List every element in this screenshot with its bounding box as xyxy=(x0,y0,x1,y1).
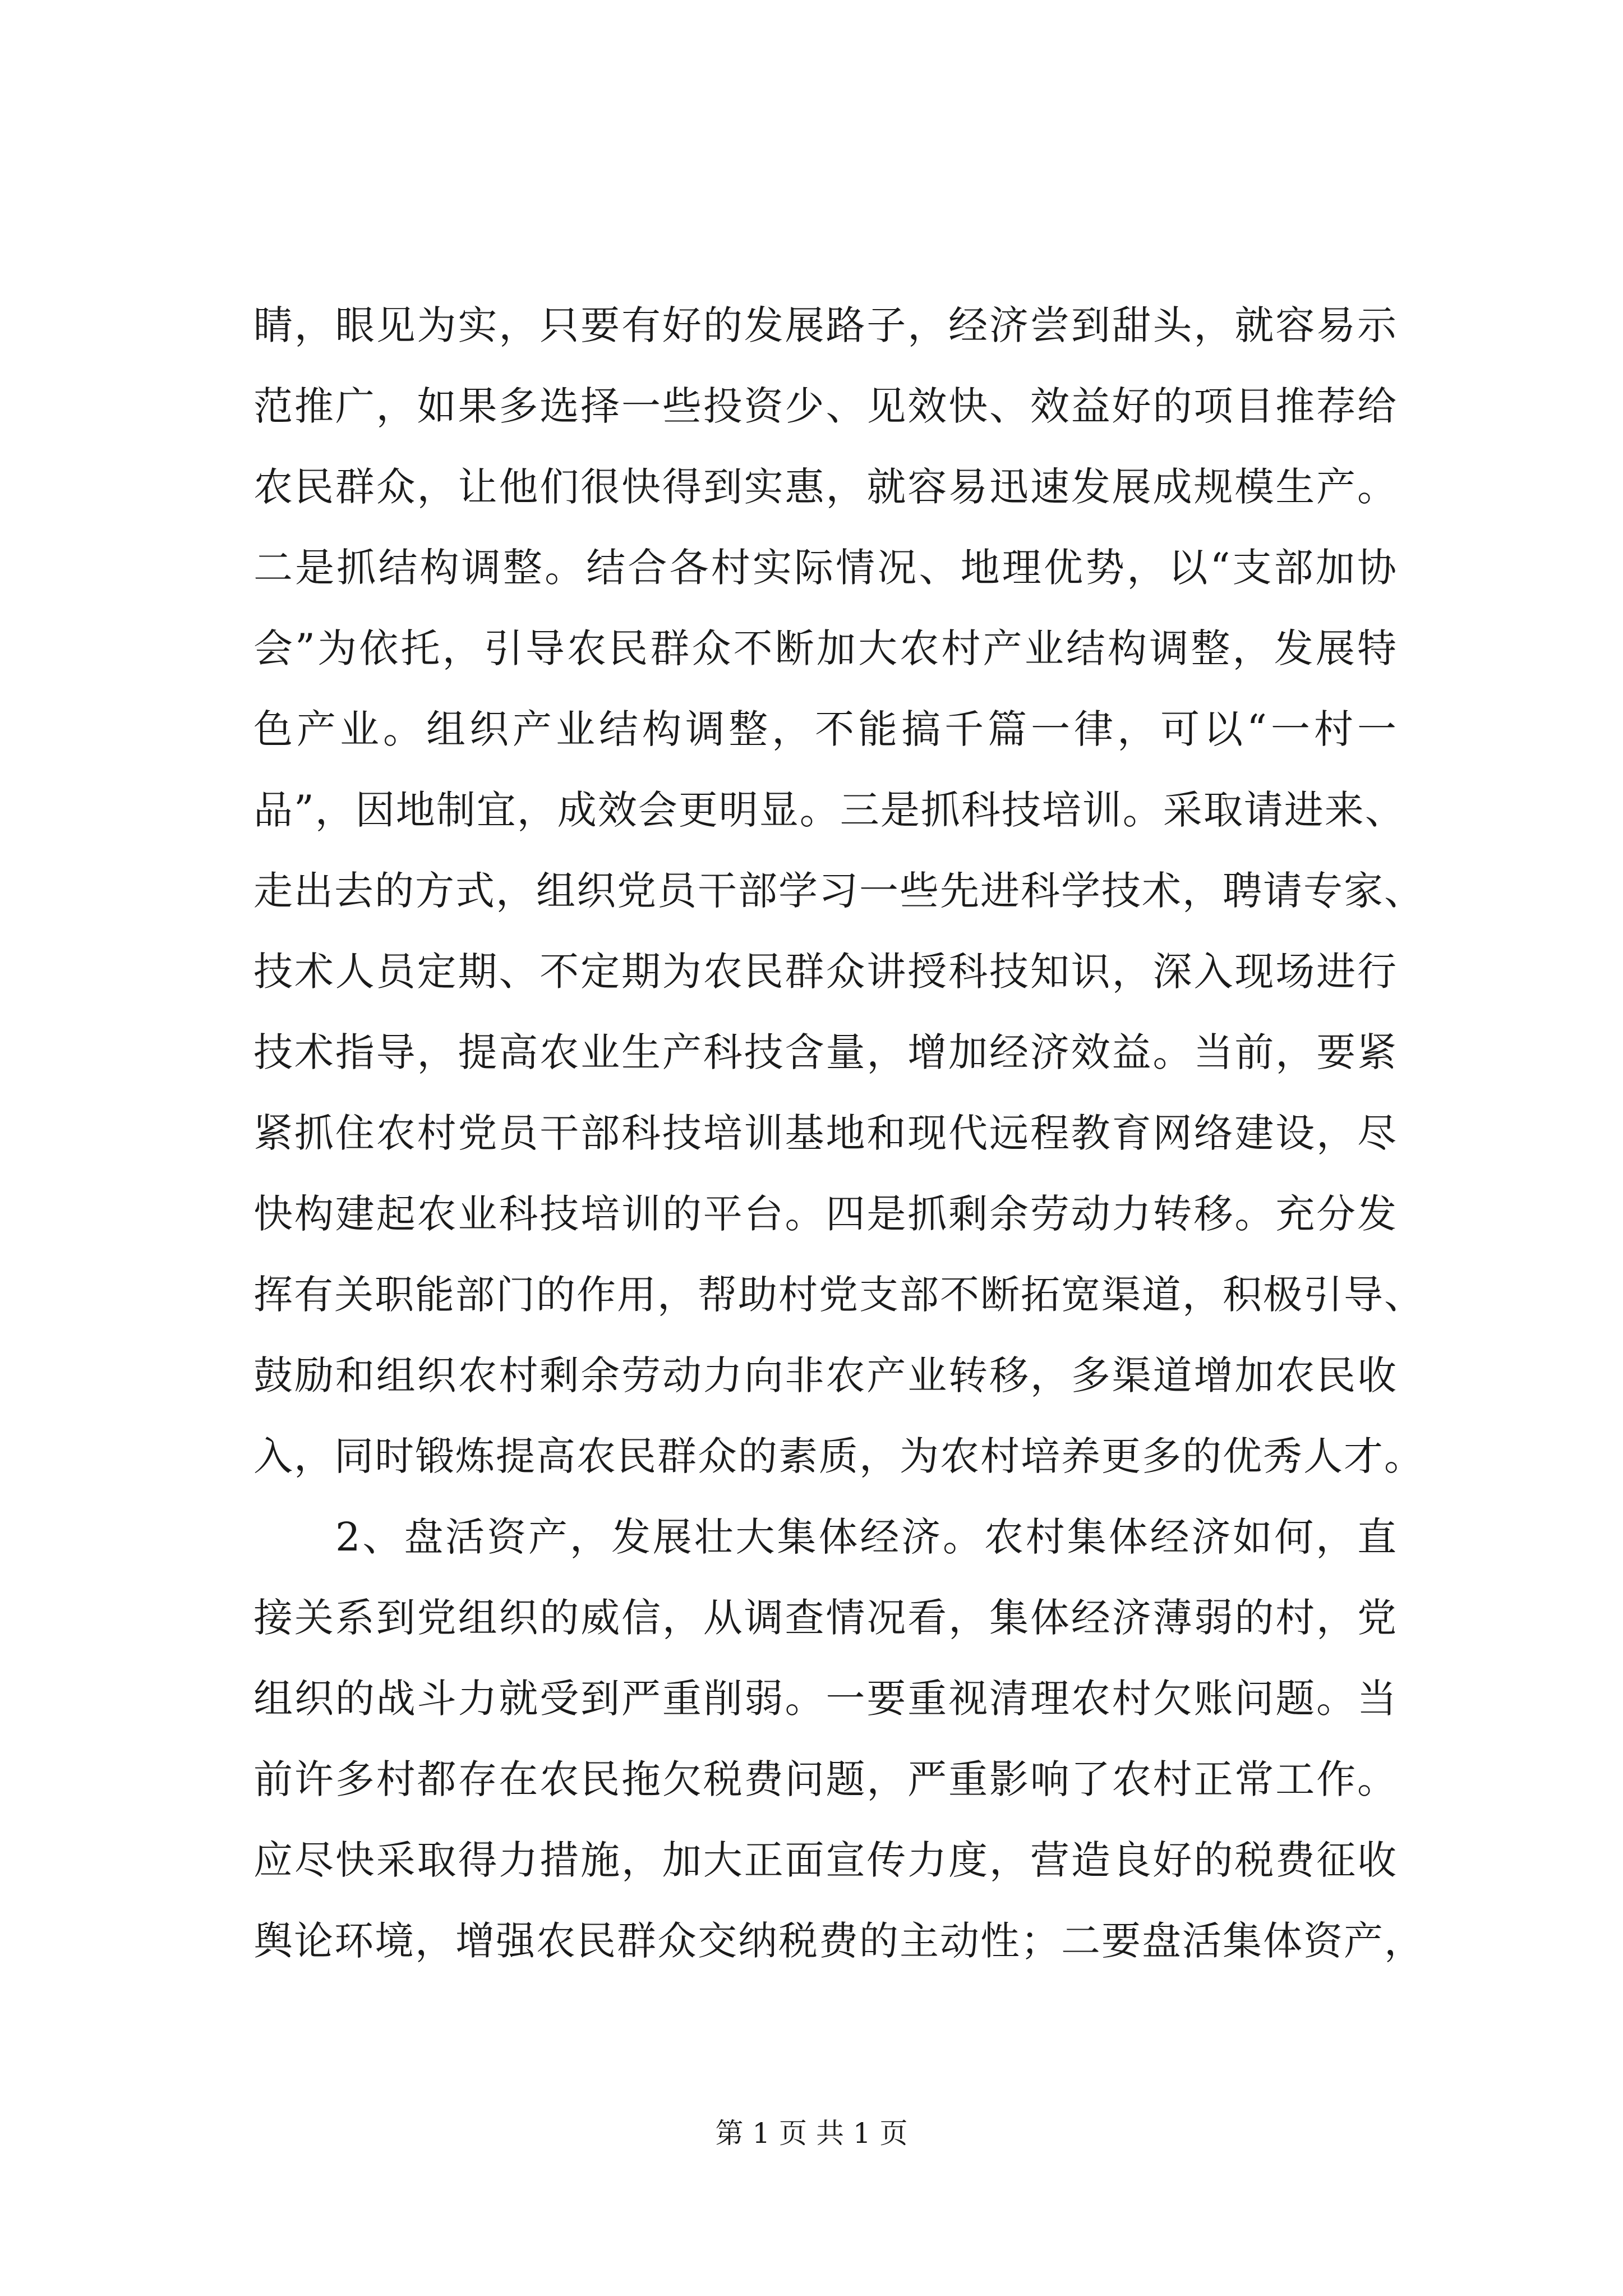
body-text-line: 接关系到党组织的威信，从调查情况看，集体经济薄弱的村，党 xyxy=(253,1595,1398,1641)
body-text-line: 技术指导，提高农业生产科技含量，增加经济效益。当前，要紧 xyxy=(253,1029,1398,1075)
body-text-line: 紧抓住农村党员干部科技培训基地和现代远程教育网络建设，尽 xyxy=(253,1110,1398,1156)
body-text-line: 鼓励和组织农村剩余劳动力向非农产业转移，多渠道增加农民收 xyxy=(253,1352,1398,1398)
body-text-line: 组织的战斗力就受到严重削弱。一要重视清理农村欠账问题。当 xyxy=(253,1676,1398,1722)
paragraph-start-line: 2、盘活资产，发展壮大集体经济。农村集体经济如何，直 xyxy=(335,1514,1398,1560)
page-footer: 第 1 页 共 1 页 xyxy=(715,2117,908,2150)
body-text-line: 技术人员定期、不定期为农民群众讲授科技知识，深入现场进行 xyxy=(253,949,1398,995)
body-text-line: 会”为依托，引导农民群众不断加大农村产业结构调整，发展特 xyxy=(253,625,1398,671)
body-text-line: 入，同时锻炼提高农民群众的素质，为农村培养更多的优秀人才。 xyxy=(253,1433,1424,1479)
body-text-line: 二是抓结构调整。结合各村实际情况、地理优势，以“支部加协 xyxy=(253,545,1398,591)
body-text-line: 挥有关职能部门的作用，帮助村党支部不断拓宽渠道，积极引导、 xyxy=(253,1272,1424,1318)
body-text-line: 品”，因地制宜，成效会更明显。三是抓科技培训。采取请进来、 xyxy=(253,787,1405,833)
body-text-line: 应尽快采取得力措施，加大正面宣传力度，营造良好的税费征收 xyxy=(253,1837,1398,1883)
body-text-line: 走出去的方式，组织党员干部学习一些先进科学技术，聘请专家、 xyxy=(253,868,1424,914)
body-text-line: 范推广，如果多选择一些投资少、见效快、效益好的项目推荐给 xyxy=(253,383,1398,429)
body-text-line: 农民群众，让他们很快得到实惠，就容易迅速发展成规模生产。 xyxy=(253,464,1398,510)
body-text-line: 快构建起农业科技培训的平台。四是抓剩余劳动力转移。充分发 xyxy=(253,1191,1398,1237)
body-text-line: 睛，眼见为实，只要有好的发展路子，经济尝到甜头，就容易示 xyxy=(253,302,1398,348)
body-text-line: 前许多村都存在农民拖欠税费问题，严重影响了农村正常工作。 xyxy=(253,1756,1398,1802)
body-text-line: 舆论环境，增强农民群众交纳税费的主动性；二要盘活集体资产， xyxy=(253,1918,1424,1964)
body-text-line: 色产业。组织产业结构调整，不能搞千篇一律，可以“一村一 xyxy=(253,706,1398,752)
